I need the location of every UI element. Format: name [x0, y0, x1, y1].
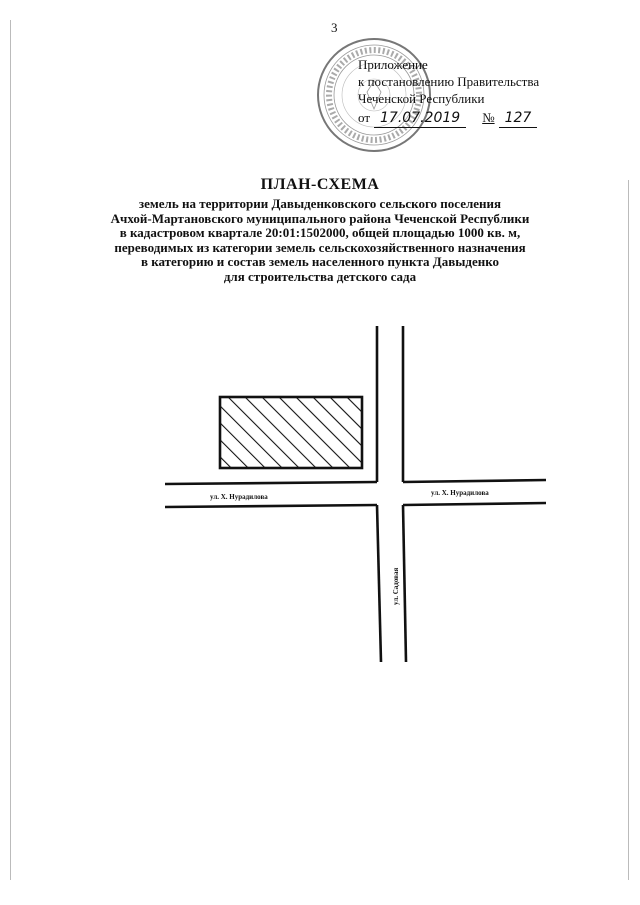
- number-sign: №: [482, 110, 495, 125]
- handwritten-number: 127: [499, 110, 538, 128]
- subtitle-line-5: в категорию и состав земель населенного пункта Давыденко: [140, 254, 500, 269]
- page-number: 3: [331, 20, 338, 35]
- horizontal-road-top-edge-left: [165, 482, 377, 484]
- appendix-republic-line: Чеченской Республики: [358, 91, 485, 106]
- street-label-left: ул. Х. Нурадилова: [210, 493, 268, 501]
- appendix-title: Приложение: [358, 57, 428, 72]
- horizontal-road-bottom-edge-left: [165, 505, 377, 507]
- vertical-road-right-edge-bottom: [403, 505, 406, 662]
- document-title: ПЛАН-СХЕМА: [260, 176, 380, 193]
- horizontal-road-bottom-edge-right: [403, 503, 546, 505]
- street-label-right: ул. Х. Нурадилова: [431, 489, 489, 497]
- subtitle-line-6: для строительства детского сада: [223, 268, 417, 284]
- handwritten-date: 17.07.2019: [374, 110, 466, 128]
- subtitle-line-3: в кадастровом квартале 20:01:1502000, общей площадью 1000 кв. м,: [119, 225, 521, 240]
- vertical-road-left-edge-bottom: [377, 505, 381, 662]
- street-label-vertical: ул. Садовая: [392, 567, 400, 605]
- land-plot: [220, 397, 362, 468]
- appendix-resolution-line: к постановлению Правительства: [358, 74, 540, 89]
- date-prefix: от: [358, 110, 371, 125]
- subtitle-line-1: земель на территории Давыденковского сельского поселения: [138, 196, 502, 211]
- subtitle-line-2: Ачхой-Мартановского муниципального района Чеченской Республики: [110, 210, 530, 226]
- subtitle-line-4: переводимых из категории земель сельскохозяйственного назначения: [114, 239, 526, 255]
- horizontal-road-top-edge-right: [403, 480, 546, 482]
